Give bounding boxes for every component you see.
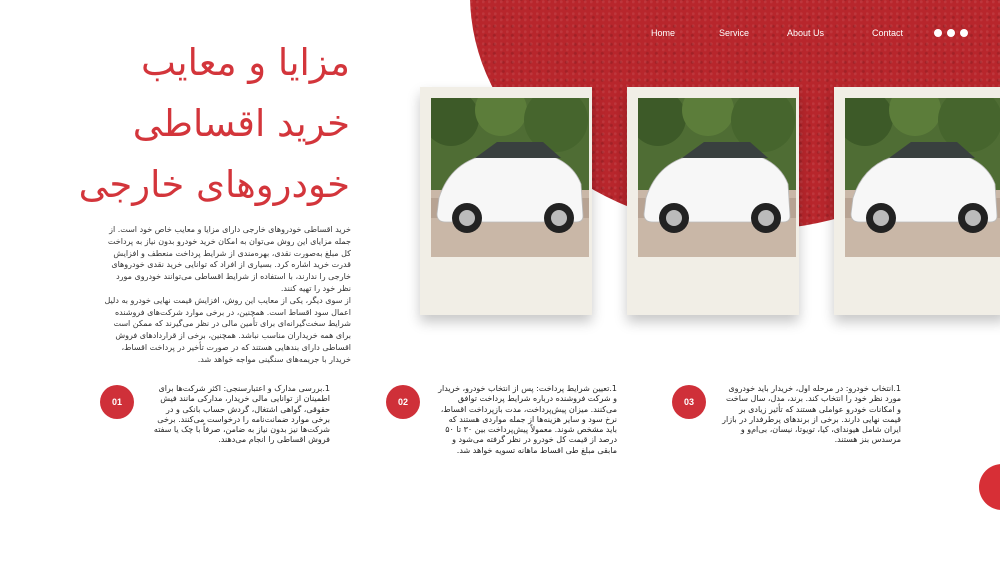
page-title [20,32,350,215]
dot [960,29,968,37]
car-photo [431,98,589,257]
title-line-1: مزایا و معایب [140,41,350,84]
car-photo-card-1 [420,87,592,315]
car-photo [638,98,796,257]
intro-text [103,224,351,366]
title-line-2: خرید اقساطی [132,102,350,145]
feature-text-03: 1.انتخاب خودرو: در مرحله اول، خریدار باید خودروی مورد نظر خود را انتخاب کند. برند، مدل، سال ساخت و امکانات خودرو عواملی هستند که تأثیر زیادی بر قیمت نهایی دارند. برخی از برندهای پرطرفدار در بازار ایران شامل هیوندای، کیا، تویوتا، نیسان، بی‌ام‌و و مرسدس بنز هستند. [722,384,901,445]
car-image [845,98,1000,257]
title-line-3: خودروهای خارجی [78,163,350,206]
car-image [431,98,589,257]
step-badge-03: 03 [672,385,706,419]
feature-text-02: 1.تعیین شرایط پرداخت: پس از انتخاب خودرو، خریدار و شرکت فروشنده درباره شرایط پرداخت توافق می‌کنند. میزان پیش‌پرداخت، مدت بازپرداخت اقساط، نرخ سود و سایر هزینه‌ها از جمله مواردی هستند که باید مشخص شوند. معمولاً پیش‌پرداخت بین ۳۰ تا ۵۰ درصد از قیمت کل خودرو در نظر گرفته می‌شود و مابقی مبلغ طی اقساط ماهانه تسویه خواهد شد. [438,384,617,455]
more-dots-icon[interactable] [934,29,974,39]
intro-paragraph-1: خرید اقساطی خودروهای خارجی دارای مزایا و معایب خاص خود است. از جمله مزایای این روش می‌توان به امکان خرید خودرو بدون نیاز به پرداخت کل مبلغ به‌صورت نقدی، بهره‌مندی از شرایط پرداخت منعطف و افزایش قدرت خرید اشاره کرد. بسیاری از افراد که توانایی خرید نقدی خودروهای خارجی را ندارند، با استفاده از شرایط اقساطی می‌توانند خودروی مورد نظر خود را تهیه کنند. [107,225,351,293]
dot [934,29,942,37]
intro-paragraph-2: از سوی دیگر، یکی از معایب این روش، افزایش قیمت نهایی خودرو به دلیل اعمال سود اقساط است. همچنین، در برخی موارد شرکت‌های فروشنده شرایط سخت‌گیرانه‌ای برای تأمین مالی در نظر می‌گیرند که ممکن است برای همه خریداران مناسب نباشد. همچنین، برخی از قراردادهای فروش اقساطی دارای بندهایی هستند که در صورت تأخیر در پرداخت اقساط، خریدار با جریمه‌های سنگینی مواجه خواهد شد. [104,295,351,364]
nav-contact-link[interactable]: Contact [872,28,904,38]
feature-text-01: 1.بررسی مدارک و اعتبارسنجی: اکثر شرکت‌ها برای اطمینان از توانایی مالی خریدار، مدارکی مانند فیش حقوقی، گواهی اشتغال، گردش حساب بانکی و در برخی موارد ضمانت‌نامه را درخواست می‌کنند. برخی شرکت‌ها نیز بدون نیاز به ضامن، صرفاً با چک یا سفته فروش اقساطی را انجام می‌دهند. [153,384,330,445]
car-photo [845,98,1000,257]
car-photo-card-2 [627,87,799,315]
dot [947,29,955,37]
nav-about-link[interactable]: About Us [787,28,825,38]
nav-home-link[interactable]: Home [651,28,676,38]
step-badge-01: 01 [100,385,134,419]
step-badge-02: 02 [386,385,420,419]
decorative-red-dot [979,464,1000,510]
car-image [638,98,796,257]
car-photo-card-3 [834,87,1000,315]
nav-service-link[interactable]: Service [719,28,750,38]
